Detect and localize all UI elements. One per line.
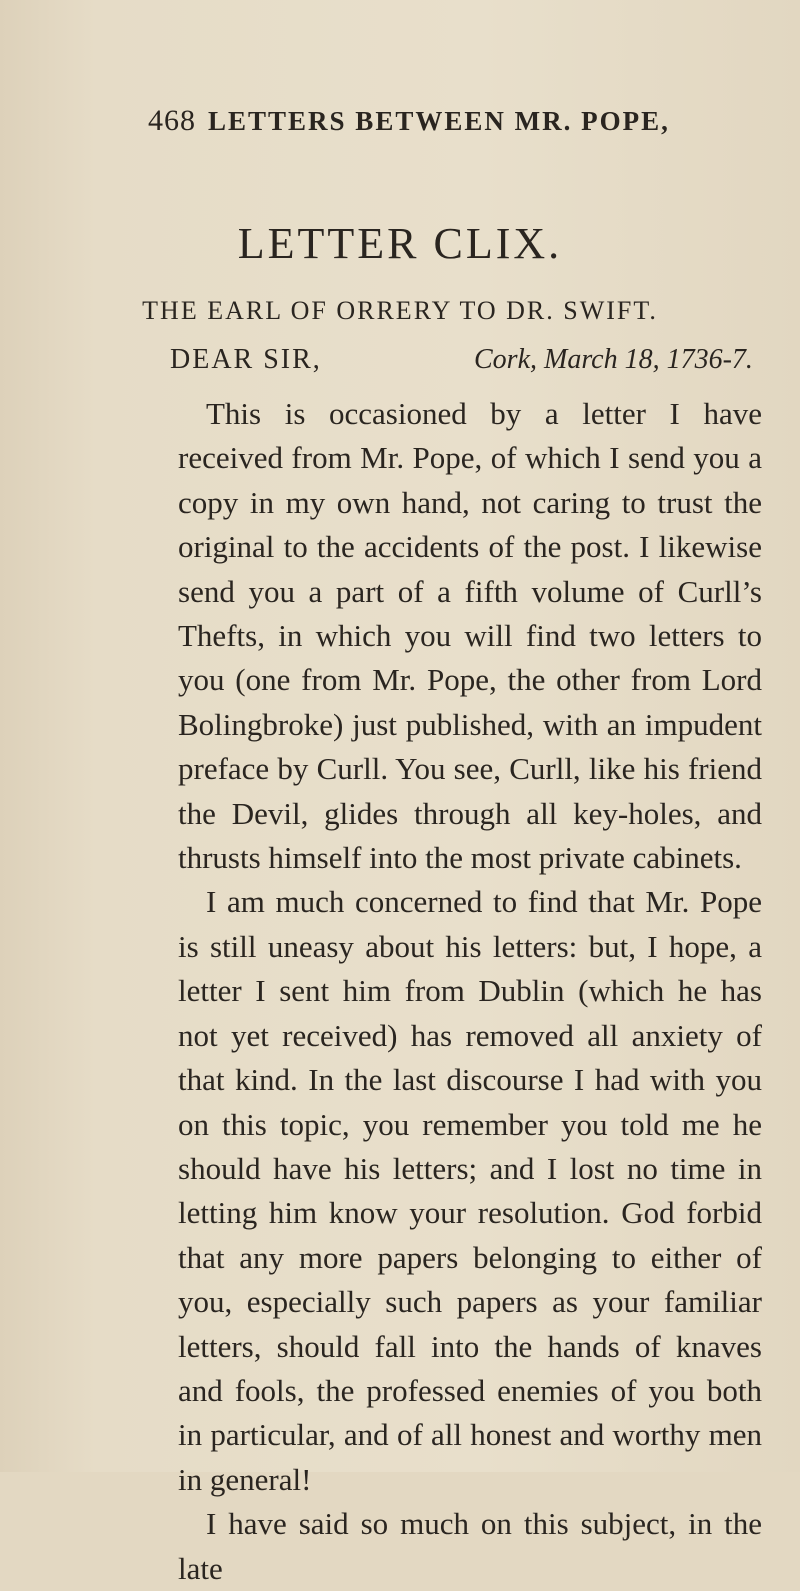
letter-title: LETTER CLIX. (237, 219, 563, 268)
running-title: LETTERS BETWEEN MR. POPE, (208, 106, 670, 136)
letter-body (178, 392, 762, 1591)
page-number: 468 (148, 104, 196, 137)
paragraph: I am much concerned to find that Mr. Pope is still uneasy about his letters: but, I hope, a letter I sent him from Dublin (which he has not yet received) has removed all anxiety of that kind. In the last discourse I had with you on this topic, you remember you told me he should have his letters; and I lost no time in letting him know your resolution. God forbid that any more papers belonging to either of you, especially such papers as your familiar letters, should fall into the hands of knaves and fools, the professed enemies of you both in particular, and of all honest and worthy men in general! (178, 884, 762, 1497)
dateline: Cork, March 18, 1736-7. (474, 344, 753, 375)
running-head (0, 104, 800, 144)
paragraph: I have said so much on this subject, in the late (178, 1506, 762, 1586)
paragraph: This is occasioned by a letter I have received from Mr. Pope, of which I send you a copy in my own hand, not caring to trust the original to the accidents of the post. I likewise send you a part of a fifth volume of Curll’s Thefts, in which you will find two letters to you (one from Mr. Pope, the other from Lord Bolingbroke) just published, with an impudent preface by Curll. You see, Curll, like his friend the Devil, glides through all key-holes, and thrusts himself into the most private cabinets. (178, 396, 762, 876)
letter-subtitle: THE EARL OF ORRERY TO DR. SWIFT. (142, 296, 658, 325)
salutation: DEAR SIR, (170, 344, 322, 375)
